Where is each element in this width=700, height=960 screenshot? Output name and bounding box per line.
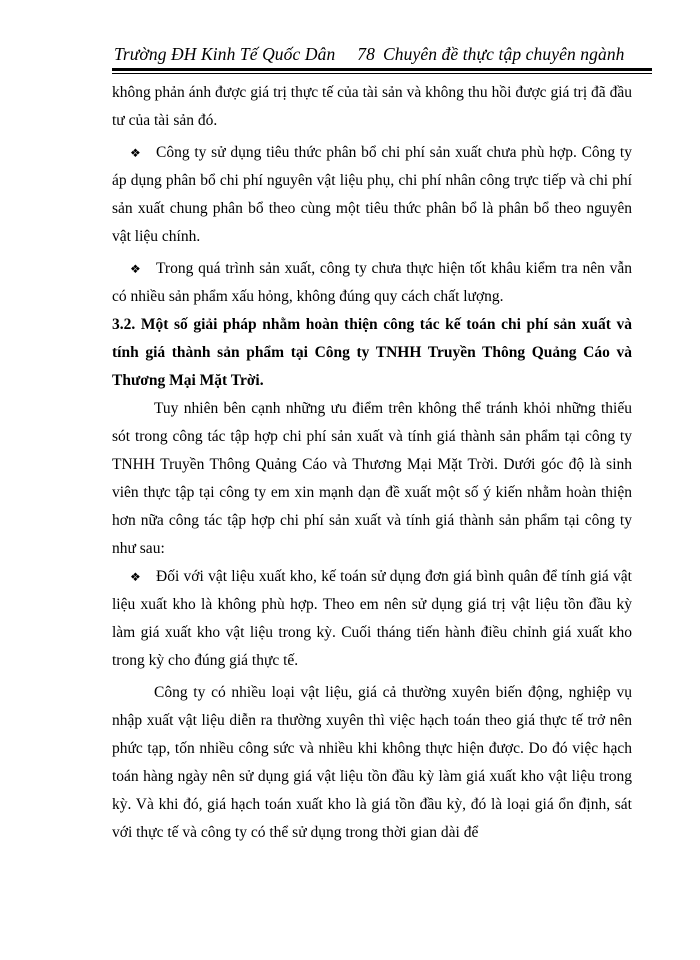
paragraph-intro: Tuy nhiên bên cạnh những ưu điểm trên không thể tránh khỏi những thiếu sót trong công tác tập hợp chi phí sản xuất và tính giá thành sản phẩm tại công ty TNHH Truyền Thông Quảng Cáo và Thương Mại Mặt Trời. Dưới góc độ là sinh viên thực tập tại công ty em xin mạnh dạn đề xuất một số ý kiến nhằm hoàn thiện hơn nữa công tác tập hợp chi phí sản xuất và tính giá thành sản phẩm tại công ty như sau: (112, 400, 632, 557)
bullet-text: Đối với vật liệu xuất kho, kế toán sử dụng đơn giá bình quân để tính giá vật liệu xuất kho là không phù hợp. Theo em nên sử dụng giá trị vật liệu tồn đầu kỳ làm giá xuất kho vật liệu trong kỳ. Cuối tháng tiến hành điều chỉnh giá xuất kho trong kỳ cho đúng giá thực tế. (112, 568, 632, 669)
bullet-text: Công ty sử dụng tiêu thức phân bổ chi phí sản xuất chưa phù hợp. Công ty áp dụng phân bổ chi phí nguyên vật liệu phụ, chi phí nhân công trực tiếp và chi phí sản xuất chung phân bổ theo cùng một tiêu thức phân bổ là phân bổ theo nguyên vật liệu chính. (112, 144, 632, 245)
bullet-text: Trong quá trình sản xuất, công ty chưa thực hiện tốt khâu kiểm tra nên vẫn có nhiều sản phẩm xấu hỏng, không đúng quy cách chất lượng. (112, 260, 632, 305)
diamond-bullet-icon: ❖ (130, 570, 141, 584)
header-report-title: Chuyên đề thực tập chuyên ngành (383, 44, 625, 64)
page-header (114, 44, 647, 65)
diamond-bullet-icon: ❖ (130, 146, 141, 160)
paragraph-continued: không phản ánh được giá trị thực tế của tài sản và không thu hồi được giá trị đã đầu tư của tài sản đó. (112, 84, 632, 129)
diamond-bullet-icon: ❖ (130, 262, 141, 276)
header-divider (112, 68, 652, 74)
bullet-item-allocation (112, 139, 632, 251)
paragraph-explanation: Công ty có nhiều loại vật liệu, giá cả thường xuyên biến động, nghiệp vụ nhập xuất vật liệu diễn ra thường xuyên thì việc hạch toán theo giá thực tế trở nên phức tạp, tốn nhiều công sức và nhiều khi không thực hiện được. Do đó việc hạch toán hàng ngày nên sử dụng giá vật liệu tồn đầu kỳ làm giá xuất kho vật liệu trong kỳ. Và khi đó, giá hạch toán xuất kho là giá tồn đầu kỳ, đó là loại giá ổn định, sát với thực tế và công ty có thể sử dụng trong thời gian dài để (112, 684, 632, 841)
document-body (112, 79, 632, 847)
header-page-number: 78 (357, 44, 375, 64)
header-university: Trường ĐH Kinh Tế Quốc Dân (114, 44, 336, 64)
bullet-item-inventory (112, 563, 632, 675)
section-heading: 3.2. Một số giải pháp nhằm hoàn thiện công tác kế toán chi phí sản xuất và tính giá thành sản phẩm tại Công ty TNHH Truyền Thông Quảng Cáo và Thương Mại Mặt Trời. (112, 316, 632, 389)
bullet-item-quality (112, 255, 632, 311)
